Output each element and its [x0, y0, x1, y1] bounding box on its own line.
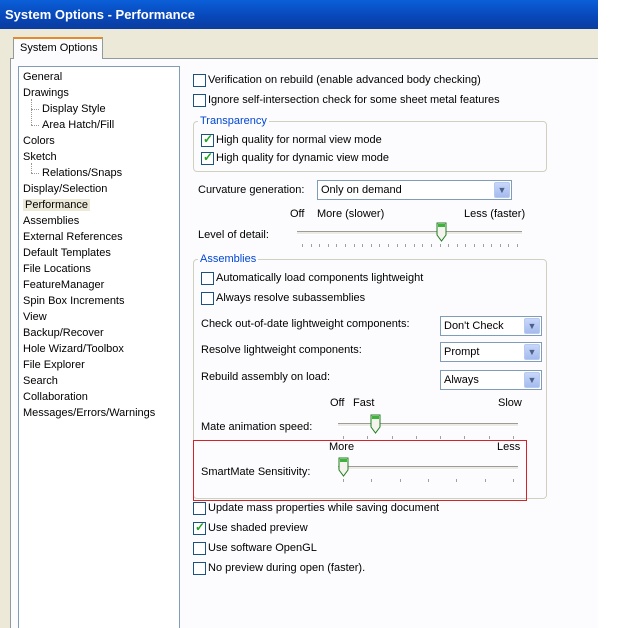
options-tree	[18, 66, 180, 628]
chevron-down-icon: ▼	[524, 318, 540, 334]
tree-connector	[31, 109, 39, 110]
mate-slow-label: Slow	[498, 397, 522, 409]
tree-connector	[31, 99, 32, 125]
tree-connector	[31, 173, 39, 174]
update-mass-checkbox[interactable]	[193, 502, 206, 515]
slider-tick	[489, 436, 490, 439]
slider-tick	[483, 244, 484, 247]
tree-item-default-templates[interactable]	[19, 245, 111, 261]
update-mass-label: Update mass properties while saving document	[208, 502, 440, 514]
background-right	[598, 0, 640, 628]
tree-item-label: Drawings	[23, 87, 69, 99]
slider-tick	[422, 244, 423, 247]
tree-item-label: Spin Box Increments	[23, 295, 125, 307]
smartmate-more-label: More	[329, 441, 355, 453]
auto-load-lightweight-checkbox[interactable]	[201, 272, 214, 285]
slider-tick	[319, 244, 320, 247]
slider-tick	[440, 436, 441, 439]
slider-tick	[336, 244, 337, 247]
tree-item-label: Colors	[23, 135, 55, 147]
slider-tick	[440, 244, 441, 247]
slider-tick	[343, 436, 344, 439]
resolve-lightweight-label: Resolve lightweight components:	[201, 344, 362, 356]
tree-item-label: View	[23, 311, 47, 323]
resolve-lightweight-select[interactable]	[440, 342, 542, 362]
highlight-box	[193, 440, 527, 501]
slider-tick	[414, 244, 415, 247]
shaded-preview-checkbox[interactable]	[193, 522, 206, 535]
chevron-down-icon: ▼	[524, 344, 540, 360]
slider-tick	[457, 244, 458, 247]
tree-item-featuremanager[interactable]	[19, 277, 104, 293]
always-resolve-checkbox[interactable]	[201, 292, 214, 305]
tree-item-sketch[interactable]	[19, 149, 57, 165]
tree-item-spin-box-increments[interactable]	[19, 293, 125, 309]
slider-tick	[388, 244, 389, 247]
tree-item-label: General	[23, 71, 63, 83]
tree-item-label: Relations/Snaps	[42, 167, 123, 179]
check-out-of-date-label: Check out-of-date lightweight components:	[201, 318, 410, 330]
slider-tick	[392, 436, 393, 439]
tree-item-assemblies[interactable]	[19, 213, 79, 229]
slider-thumb[interactable]	[436, 222, 447, 242]
verification-label: Verification on rebuild (enable advanced body checking)	[208, 74, 481, 86]
tab-system-options[interactable]	[13, 37, 103, 59]
tab-label: System Options	[20, 42, 98, 54]
tree-item-label: Backup/Recover	[23, 327, 104, 339]
check-out-of-date-select[interactable]	[440, 316, 542, 336]
level-of-detail-slider[interactable]	[297, 231, 522, 255]
rebuild-on-load-select[interactable]	[440, 370, 542, 390]
shaded-preview-label: Use shaded preview	[208, 522, 308, 534]
ignore-self-intersection-checkbox[interactable]	[193, 94, 206, 107]
transparency-title: Transparency	[200, 115, 267, 127]
curvature-value: Only on demand	[321, 184, 402, 196]
rebuild-on-load-value: Always	[444, 374, 479, 386]
tree-item-label: Assemblies	[23, 215, 80, 227]
tree-item-label: External References	[23, 231, 123, 243]
smartmate-label: SmartMate Sensitivity:	[201, 466, 311, 478]
tree-item-view[interactable]	[19, 309, 47, 325]
high-quality-normal-checkbox[interactable]	[201, 134, 214, 147]
assemblies-title: Assemblies	[200, 253, 257, 265]
slider-tick	[354, 244, 355, 247]
tree-item-label: FeatureManager	[23, 279, 105, 291]
window-title: System Options - Performance	[5, 7, 195, 22]
curvature-label: Curvature generation:	[198, 184, 305, 196]
lod-label: Level of detail:	[198, 229, 269, 241]
tree-item-label: File Explorer	[23, 359, 85, 371]
tree-item-label: Hole Wizard/Toolbox	[23, 343, 124, 355]
smartmate-less-label: Less	[497, 441, 521, 453]
always-resolve-label: Always resolve subassemblies	[216, 292, 366, 304]
chevron-down-icon: ▼	[494, 182, 510, 198]
mate-fast-label: Fast	[353, 397, 375, 409]
ignore-self-intersection-label: Ignore self-intersection check for some sheet metal features	[208, 94, 500, 106]
slider-tick	[311, 244, 312, 247]
tree-item-label: Performance	[25, 199, 88, 211]
lod-more-label: More (slower)	[317, 208, 385, 220]
slider-ticks	[297, 244, 522, 248]
rebuild-on-load-label: Rebuild assembly on load:	[201, 371, 331, 383]
resolve-lightweight-value: Prompt	[444, 346, 480, 358]
transparency-group	[193, 121, 547, 172]
verification-checkbox[interactable]	[193, 74, 206, 87]
tree-item-label: Default Templates	[23, 247, 111, 259]
slider-tick	[345, 244, 346, 247]
tree-item-collaboration[interactable]	[19, 389, 88, 405]
mate-animation-label: Mate animation speed:	[201, 421, 313, 433]
tree-item-display-selection[interactable]	[19, 181, 107, 197]
slider-tick	[405, 244, 406, 247]
slider-tick	[371, 244, 372, 247]
slider-tick	[302, 244, 303, 247]
no-preview-checkbox[interactable]	[193, 562, 206, 575]
slider-track	[338, 423, 518, 427]
tree-item-messages-errors-warnings[interactable]	[19, 405, 155, 421]
slider-tick	[513, 436, 514, 439]
curvature-select[interactable]	[317, 180, 512, 200]
tree-item-label: Display Style	[42, 103, 106, 115]
tree-connector	[31, 125, 39, 126]
slider-tick	[517, 244, 518, 247]
tree-item-label: Area Hatch/Fill	[42, 119, 115, 131]
tree-item-file-explorer[interactable]	[19, 357, 85, 373]
tree-connector	[31, 163, 32, 173]
lod-off-label: Off	[290, 208, 305, 220]
slider-track	[297, 231, 522, 235]
tree-item-label: Display/Selection	[23, 183, 108, 195]
software-opengl-checkbox[interactable]	[193, 542, 206, 555]
tree-item-colors[interactable]	[19, 133, 55, 149]
tree-item-file-locations[interactable]	[19, 261, 91, 277]
slider-tick	[367, 436, 368, 439]
check-out-of-date-value: Don't Check	[444, 320, 504, 332]
auto-load-lightweight-label: Automatically load components lightweight	[216, 272, 424, 284]
slider-tick	[500, 244, 501, 247]
tree-item-drawings[interactable]	[19, 85, 69, 101]
tree-item-label: Messages/Errors/Warnings	[23, 407, 156, 419]
slider-tick	[328, 244, 329, 247]
tree-item-general[interactable]	[19, 69, 62, 85]
slider-tick	[491, 244, 492, 247]
tree-item-label: Collaboration	[23, 391, 88, 403]
tree-item-performance[interactable]	[19, 197, 90, 213]
mate-off-label: Off	[330, 397, 345, 409]
slider-tick	[431, 244, 432, 247]
slider-tick	[508, 244, 509, 247]
slider-tick	[379, 244, 380, 247]
no-preview-label: No preview during open (faster).	[208, 562, 366, 574]
slider-tick	[362, 244, 363, 247]
high-quality-dynamic-label: High quality for dynamic view mode	[216, 152, 390, 164]
slider-tick	[397, 244, 398, 247]
tree-item-label: Search	[23, 375, 58, 387]
high-quality-dynamic-checkbox[interactable]	[201, 152, 214, 165]
chevron-down-icon: ▼	[524, 372, 540, 388]
title-bar	[0, 0, 598, 29]
high-quality-normal-label: High quality for normal view mode	[216, 134, 382, 146]
slider-thumb[interactable]	[370, 414, 381, 434]
tree-item-label: Sketch	[23, 151, 57, 163]
tree-item-backup-recover[interactable]	[19, 325, 104, 341]
tree-item-hole-wizard-toolbox[interactable]	[19, 341, 124, 357]
lod-less-label: Less (faster)	[464, 208, 526, 220]
slider-tick	[464, 436, 465, 439]
slider-tick	[448, 244, 449, 247]
slider-tick	[474, 244, 475, 247]
slider-tick	[416, 436, 417, 439]
tree-item-search[interactable]	[19, 373, 58, 389]
tree-item-label: File Locations	[23, 263, 91, 275]
tree-item-external-references[interactable]	[19, 229, 123, 245]
slider-tick	[465, 244, 466, 247]
software-opengl-label: Use software OpenGL	[208, 542, 317, 554]
